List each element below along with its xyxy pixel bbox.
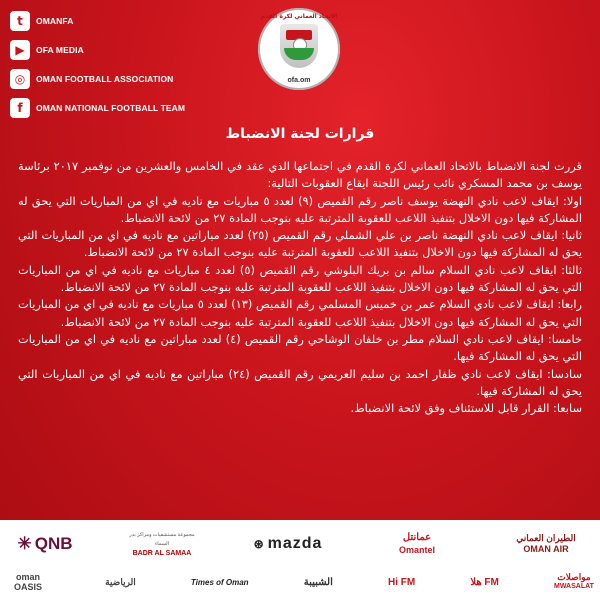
sponsor-oman-oasis-logo: oman OASIS <box>13 572 42 592</box>
logo-emblem-icon <box>280 24 318 68</box>
facebook-icon: f <box>10 98 30 118</box>
decision-paragraph: رابعا: ايقاف لاعب نادي السلام عمر بن خميس المسلمي رقم القميص (١٣) لعدد ٥ مباريات مع ناديه في اي من المباريات التي يحق له المشاركة فيها دون الاخلال بتنفيذ اللاعب للعقوبة المترتبة عليه بنوجب المادة ٢٧ من لائحة الانضباط. <box>18 297 583 329</box>
social-links <box>10 6 230 122</box>
page-title: قرارات لجنة الانضباط <box>225 126 375 142</box>
sponsor-times-of-oman-logo: Times of Oman <box>190 577 249 587</box>
social-link-oman-national-football-team[interactable] <box>10 93 230 122</box>
sponsor-alriyadiya-logo: الرياضية <box>105 576 136 587</box>
decision-paragraph: خامسا: ايقاف لاعب نادي السلام مطر بن خلفان الوشاحي رقم القميص (٤) لعدد مباراتين مع ناديه في اي من المباريات التي يحق له المشاركة فيها. <box>18 331 582 364</box>
sponsor-qnb-logo: ✳ QNB <box>17 534 73 553</box>
youtube-icon: ▶ <box>10 40 30 60</box>
logo-badge <box>258 8 340 90</box>
sponsors-row-1 <box>6 524 594 564</box>
sponsor-hi-fm-logo: Hi FM <box>388 576 416 588</box>
sponsor-hala-fm-logo: هلا FM <box>470 576 499 588</box>
sponsor-omantel-logo: عمانتل Omantel <box>398 532 435 555</box>
social-link-label: OMANFA <box>36 15 74 26</box>
social-link-oman-football-association[interactable] <box>10 64 230 93</box>
sponsor-mazda-logo: ⊛ mazda <box>253 535 323 552</box>
decision-paragraph: سادسا: ايقاف لاعب نادي ظفار احمد بن سليم العريمي رقم القميص (٢٤) مباراتين مع ناديه في اي من المباريات التي يحق له المشاركة فيها. <box>18 366 582 398</box>
social-link-label: OFA MEDIA <box>36 44 84 55</box>
sponsors-strip <box>0 520 600 600</box>
decision-paragraph: قررت لجنة الانضباط بالاتحاد العماني لكرة القدم في اجتماعها الذي عقد في الخامس والعشرين من نوفمبر ٢٠١٧ برئاسة يوسف بن محمد المسكري نائب رئيس اللجنة ايقاع العقوبات التالية: <box>18 159 582 191</box>
sponsor-badr-logo: مجموعة مستشفيات ومراكز بدر السماء BADR AL SAMAA <box>129 531 195 557</box>
logo-arc-text: الاتحاد العماني لكرة القدم <box>260 13 338 20</box>
decision-paragraph: سابعا: القرار قابل للاستئناف وفق لائحة الانضباط. <box>350 401 582 416</box>
decisions-text <box>18 158 582 508</box>
instagram-icon: ◎ <box>10 69 30 89</box>
social-link-ofa-media[interactable] <box>10 35 230 64</box>
sponsors-row-2 <box>6 568 594 596</box>
sponsor-mwasalat-logo: مواصلات MWASALAT <box>554 572 594 590</box>
mazda-emblem-icon: ⊛ <box>253 537 265 551</box>
decision-paragraph: اولا: ايقاف لاعب نادي النهضة يوسف ناصر رقم القميص (٩) لعدد ٥ مباريات مع ناديه في اي من المباريات التي يحق له المشاركة فيها دون الاخلال بتنفيذ اللاعب للعقوبة المترتبة عليه بنوجب المادة ٢٧ من لائحة الانضباط. <box>18 193 583 225</box>
sponsor-oman-air-logo: الطيران العماني OMAN AIR <box>516 533 576 554</box>
logo-url: ofa.om <box>287 77 311 84</box>
qnb-emblem-icon: ✳ <box>17 534 32 553</box>
decision-paragraph: ثانيا: ايقاف لاعب نادي النهضة ناصر بن علي الشملي رقم القميص (٢٥) لعدد مباراتين مع ناديه في اي من المباريات التي يحق له المشاركة فيها دون الاخلال بتنفيذ اللاعب للعقوبة المترتبة عليه بنوجب المادة ٢٧ من لائحة الانضباط. <box>18 228 582 260</box>
twitter-icon: t <box>10 11 30 31</box>
social-link-label: OMAN NATIONAL FOOTBALL TEAM <box>36 102 186 113</box>
decision-paragraph: ثالثا: ايقاف لاعب نادي السلام سالم بن بريك البلوشي رقم القميص (٥) لعدد ٤ مباريات مع ناديه في اي من المباريات التي يحق له المشاركة فيها دون الاخلال بتنفيذ اللاعب للعقوبة المترتبة عليه بنوجب المادة ٢٧ من لائحة الانضباط. <box>18 262 583 295</box>
ofa-logo <box>254 8 344 103</box>
social-link-omanfa[interactable] <box>10 6 230 35</box>
sponsor-alshabiba-logo: الشبيبة <box>303 576 333 588</box>
social-link-label: OMAN FOOTBALL ASSOCIATION <box>36 73 174 84</box>
